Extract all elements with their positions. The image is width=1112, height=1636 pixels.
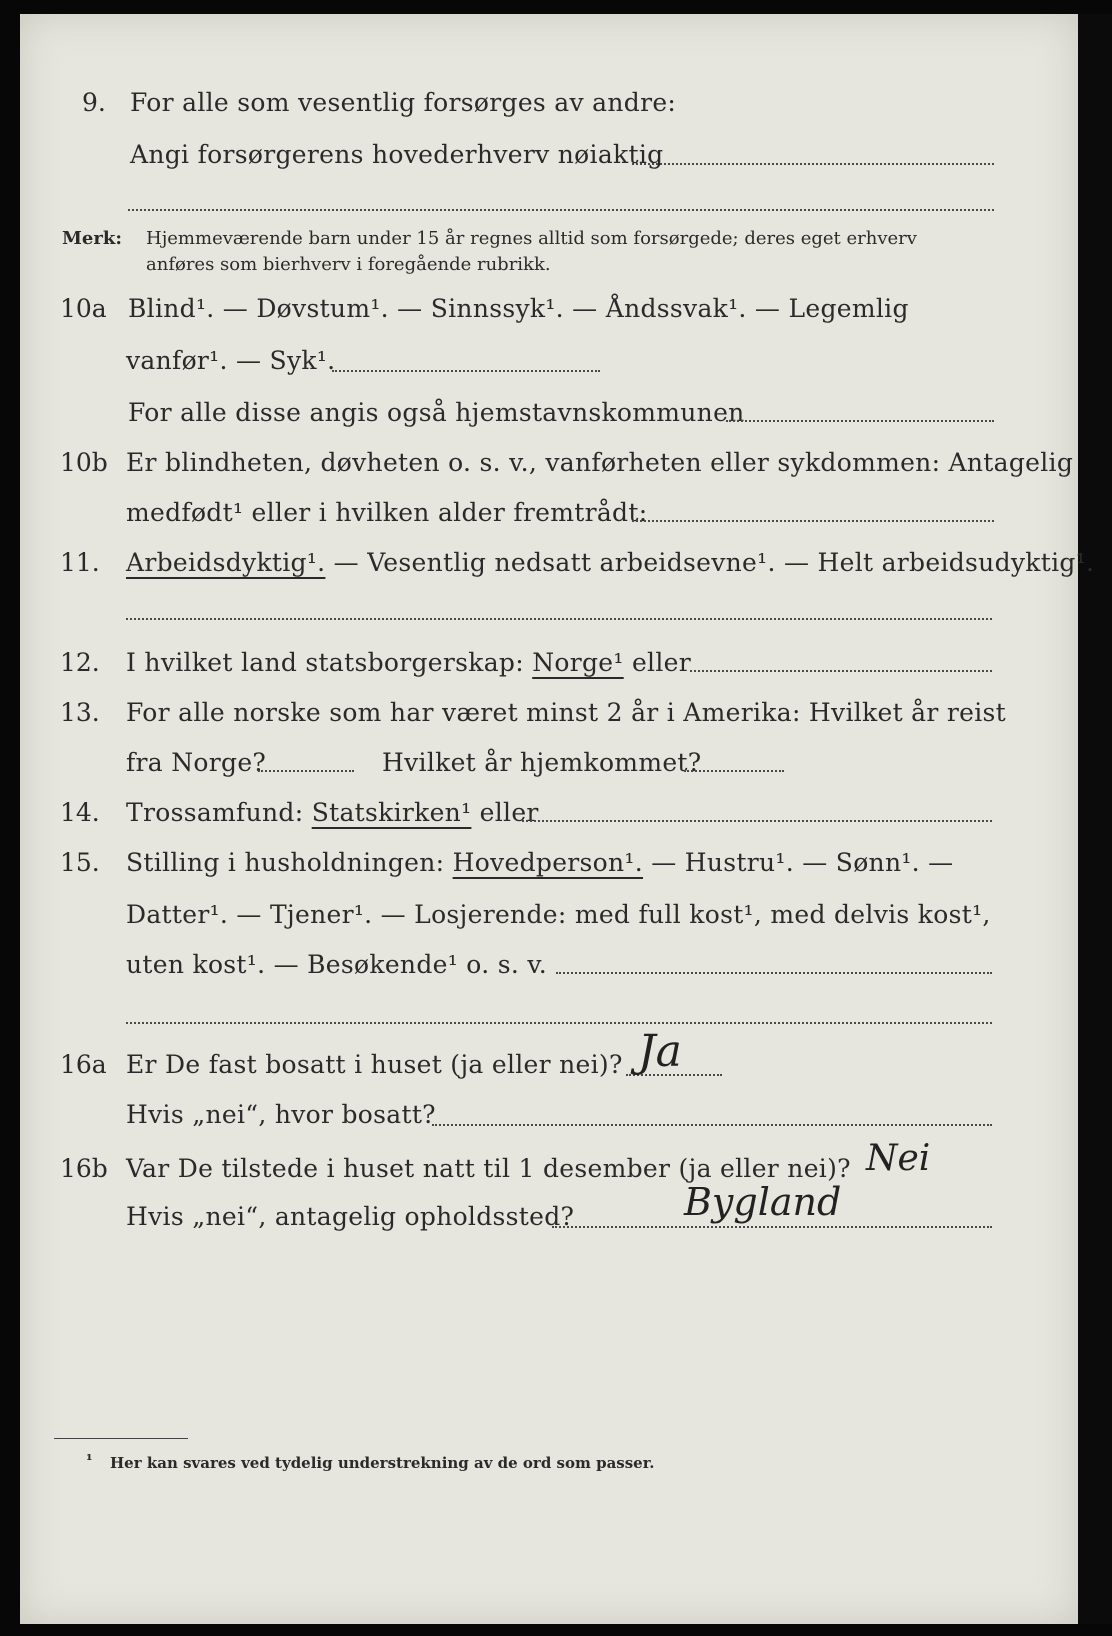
- q13-reist-line[interactable]: [258, 770, 354, 772]
- q16b-question: Var De tilstede i huset natt til 1 desember (ja eller nei)?: [126, 1154, 851, 1183]
- q10a-answer-line[interactable]: [332, 370, 600, 372]
- q9-answer-line-2[interactable]: [128, 209, 994, 211]
- q11-other-options: — Vesentlig nedsatt arbeidsevne¹. — Helt arbeidsudyktig¹.: [325, 548, 1095, 577]
- q16b-handwritten-answer: Nei: [866, 1138, 931, 1179]
- q9-number: 9.: [82, 88, 106, 117]
- q16a-followup: Hvis „nei“, hvor bosatt?: [126, 1100, 436, 1129]
- merk-label: Merk:: [62, 228, 122, 249]
- footnote-text: Her kan svares ved tydelig understrekning av de ord som passer.: [110, 1454, 655, 1472]
- q13-number: 13.: [60, 698, 100, 727]
- q14-answer-line[interactable]: [522, 820, 992, 822]
- q14-alt: eller: [471, 798, 539, 827]
- q16a-number: 16a: [60, 1050, 107, 1079]
- q12-question: [126, 648, 691, 678]
- census-form-page: [20, 14, 1095, 1624]
- q13-question: For alle norske som har været minst 2 år i Amerika: Hvilket år reist: [126, 698, 1007, 727]
- q15-selected-option[interactable]: Hovedperson¹.: [452, 848, 643, 877]
- q11-options: [126, 548, 1094, 578]
- q10a-number: 10a: [60, 294, 107, 323]
- q15-options-2: Datter¹. — Tjener¹. — Losjerende: med full kost¹, med delvis kost¹,: [126, 900, 991, 929]
- q14-prompt: Trossamfund:: [126, 798, 312, 827]
- q15-number: 15.: [60, 848, 100, 877]
- merk-text-2: anføres som bierhverv i foregående rubrikk.: [146, 254, 551, 275]
- q11-selected-option[interactable]: Arbeidsdyktig¹.: [126, 548, 326, 577]
- q16a-handwritten-answer: Ja: [638, 1026, 682, 1077]
- q12-prompt: I hvilket land statsborgerskap:: [126, 648, 533, 677]
- q10b-answer-line[interactable]: [632, 520, 994, 522]
- q14-question: [126, 798, 539, 828]
- q15-answer-line[interactable]: [556, 972, 992, 974]
- q10a-options-2: vanfør¹. — Syk¹.: [126, 346, 336, 375]
- q10b-number: 10b: [60, 448, 108, 477]
- q16b-number: 16b: [60, 1154, 108, 1183]
- q10a-hjemstavn: For alle disse angis også hjemstavnskommunen: [128, 398, 745, 427]
- q9-question: For alle som vesentlig forsørges av andre:: [130, 88, 677, 117]
- q9-subquestion: Angi forsørgerens hovederhverv nøiaktig: [130, 140, 664, 169]
- q12-selected-option[interactable]: Norge¹: [532, 648, 624, 677]
- q16b-followup-line[interactable]: [552, 1226, 992, 1228]
- q10a-hjemstavn-line[interactable]: [726, 420, 994, 422]
- q10a-options: Blind¹. — Døvstum¹. — Sinnssyk¹. — Åndssvak¹. — Legemlig: [128, 294, 909, 323]
- footnote-mark: ¹: [86, 1451, 93, 1469]
- scan-edge: [1078, 14, 1112, 1624]
- q10b-question: Er blindheten, døvheten o. s. v., vanførheten eller sykdommen: Antagelig: [126, 448, 1074, 477]
- q15-question: [126, 848, 953, 878]
- q13-hjemkommet-line[interactable]: [684, 770, 784, 772]
- q16a-followup-line[interactable]: [432, 1124, 992, 1126]
- q12-answer-line[interactable]: [690, 670, 992, 672]
- merk-text-1: Hjemmeværende barn under 15 år regnes alltid som forsørgede; deres eget erhverv: [146, 228, 917, 249]
- q16b-followup: Hvis „nei“, antagelig opholdssted?: [126, 1202, 575, 1231]
- q15-answer-line-2[interactable]: [126, 1022, 992, 1024]
- q15-prompt: Stilling i husholdningen:: [126, 848, 453, 877]
- q11-number: 11.: [60, 548, 100, 577]
- q14-number: 14.: [60, 798, 100, 827]
- q15-other-options: — Hustru¹. — Sønn¹. —: [642, 848, 954, 877]
- footnote-divider: [54, 1438, 188, 1439]
- q12-alt: eller: [623, 648, 691, 677]
- q9-answer-line[interactable]: [632, 163, 994, 165]
- q14-selected-option[interactable]: Statskirken¹: [311, 798, 472, 827]
- q16b-handwritten-place: Bygland: [684, 1180, 842, 1224]
- q11-answer-line[interactable]: [126, 618, 992, 620]
- q13-reist: fra Norge?: [126, 748, 267, 777]
- q16a-question: Er De fast bosatt i huset (ja eller nei)?: [126, 1050, 623, 1079]
- q10b-question-2: medfødt¹ eller i hvilken alder fremtrådt:: [126, 498, 648, 527]
- q12-number: 12.: [60, 648, 100, 677]
- q15-options-3: uten kost¹. — Besøkende¹ o. s. v.: [126, 950, 548, 979]
- q13-hjemkommet: Hvilket år hjemkommet?: [382, 748, 702, 777]
